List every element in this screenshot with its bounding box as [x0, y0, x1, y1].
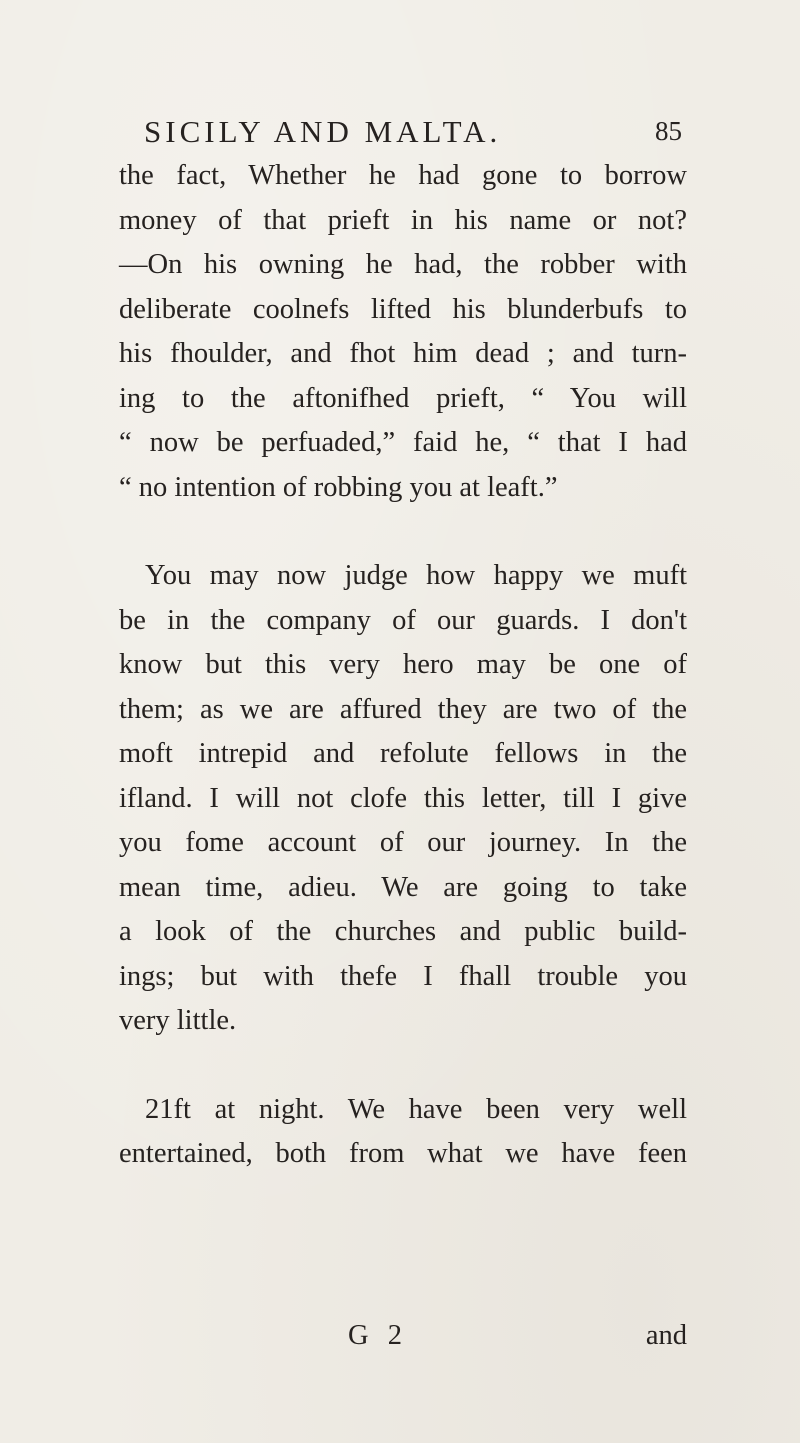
text-line: moft intrepid and refolute fellows in the	[119, 738, 687, 769]
text-line: “ now be perfuaded,” faid he, “ that I had	[119, 427, 687, 458]
paragraph-gap	[119, 510, 687, 554]
text-line: “ no intention of robbing you at leaft.”	[119, 471, 558, 503]
text-line: ing to the aftonifhed prieft, “ You will	[119, 382, 687, 414]
text-line: his fhoulder, and fhot him dead ; and turn-	[119, 338, 687, 369]
text-line: deliberate coolnefs lifted his blunderbufs to	[119, 293, 687, 325]
text-line: mean time, adieu. We are going to take	[119, 871, 687, 903]
running-head	[144, 114, 682, 154]
text-line: ifland. I will not clofe this letter, till I give	[119, 782, 687, 814]
catchword: and	[645, 1320, 687, 1351]
text-line: 21ft at night. We have been very well	[145, 1093, 687, 1125]
text-line: the fact, Whether he had gone to borrow	[119, 160, 687, 191]
text-line: money of that prieft in his name or not?	[119, 204, 687, 236]
footer-line	[119, 1320, 687, 1364]
running-head-title: SICILY AND MALTA.	[144, 114, 502, 149]
text-line: a look of the churches and public build-	[119, 916, 687, 947]
text-line: you fome account of our journey. In the	[119, 827, 687, 858]
body-text	[119, 154, 687, 1177]
paragraph-gap	[119, 1044, 687, 1088]
text-line: be in the company of our guards. I don't	[119, 604, 687, 636]
text-line: You may now judge how happy we muft	[145, 560, 687, 591]
page-number: 85	[655, 116, 682, 146]
text-line: ings; but with thefe I fhall trouble you	[119, 960, 687, 992]
text-line: —On his owning he had, the robber with	[119, 249, 687, 280]
text-line: entertained, both from what we have feen	[119, 1138, 687, 1169]
signature-mark: G 2	[348, 1320, 408, 1351]
text-line: very little.	[119, 1005, 237, 1036]
text-line: know but this very hero may be one of	[119, 649, 687, 680]
text-line: them; as we are affured they are two of the	[119, 693, 687, 725]
